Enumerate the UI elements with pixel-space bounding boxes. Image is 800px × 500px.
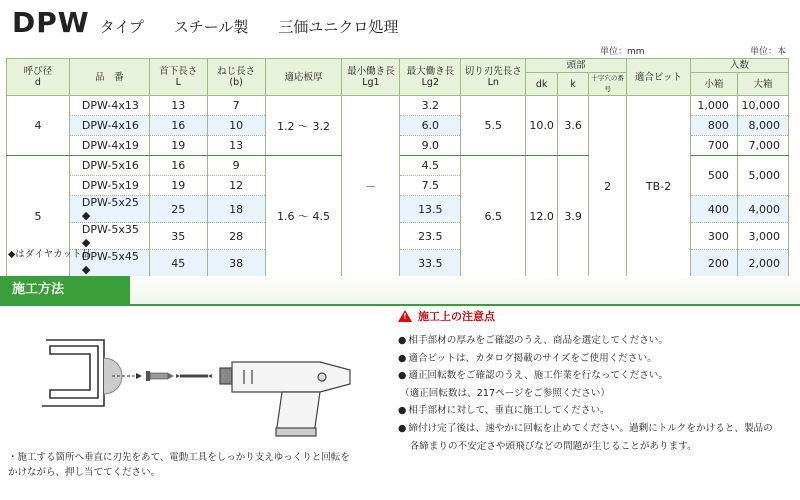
col-head: 頭部 <box>526 59 627 73</box>
table-row: DPW-5x19 19 12 7.5 <box>7 176 789 196</box>
type-label: タイプ <box>99 18 144 36</box>
drill-screw-icon <box>146 371 174 381</box>
finish-label: 三価ユニクロ処理 <box>278 18 399 36</box>
col-qty: 入数 <box>690 59 788 73</box>
col-large: 大箱 <box>737 73 788 96</box>
col-max: 最大働き長 Lg2 <box>400 59 461 96</box>
caution-box <box>398 308 790 455</box>
arrow-icon <box>136 373 142 379</box>
table-row: DPW-5x45 ◆ 45 38 33.5 200 2,000 <box>7 250 789 277</box>
power-drill-icon <box>220 362 350 436</box>
table-row: DPW-5x25 ◆ 25 18 13.5 400 4,000 <box>7 196 789 223</box>
caution-title: 施工上の注意点 <box>418 310 495 323</box>
col-cut: 切り刃先長さ Ln <box>461 59 526 96</box>
list-item: （適正回転数は、217ページをご参照ください） <box>400 387 610 399</box>
col-bit: 適合ビット <box>627 59 691 96</box>
unit-mm: 単位：mm <box>600 47 645 57</box>
col-k: k <box>558 73 589 96</box>
material-label: スチール製 <box>173 18 249 36</box>
section-header <box>0 276 800 304</box>
col-cross: 十字穴の番号 <box>589 73 627 96</box>
installation-illustration <box>20 318 380 440</box>
installation-instructions: ・施工する箇所へ垂直に刃先をあて、電動工具をしっかり支えゆっくりと回転を かけながら、押し当ててください。 <box>8 452 350 478</box>
section-divider <box>0 304 800 306</box>
bit-icon <box>176 374 212 378</box>
list-item: ● 相手部材の厚みをご確認のうえ、商品を選定してください。 <box>398 335 668 346</box>
table-row: DPW-4x16 16 10 6.0 800 8,000 <box>7 116 789 136</box>
caution-list <box>398 332 790 455</box>
list-item: ● 適合ビットは、カタログ掲載のサイズをご使用ください。 <box>398 352 657 364</box>
section-title: 施工方法 <box>0 276 130 304</box>
spec-table <box>6 58 789 277</box>
list-item: ● 締付け完了後は、速やかに回転を止めてください。過剰にトルクをかけると、製品の <box>398 422 773 434</box>
list-item: 各締まりの不安定さや頭飛びなどの問題が生じることがあります。 <box>400 440 697 452</box>
col-thread: ねじ長さ (b) <box>207 59 265 96</box>
diamond-cut-note: ◆はダイヤカット品 <box>8 249 92 260</box>
list-item: ● 適正回転数をご確認のうえ、施工作業を行なってください。 <box>398 370 668 382</box>
table-row: 5 DPW-5x16 16 9 1.6 ～ 4.5 4.5 6.5 12.0 3.9 500 5,000 <box>7 156 789 176</box>
table-row: 4 DPW-4x13 13 7 1.2 ～ 3.2 － 3.2 5.5 10.0 3.6 2 TB-2 1,000 10,000 <box>7 96 789 116</box>
unit-qty: 単位：本 <box>750 47 787 57</box>
table-row: DPW-4x19 19 13 9.0 700 7,000 <box>7 136 789 156</box>
col-min: 最小働き長 Lg1 <box>342 59 400 96</box>
table-row: DPW-5x35 ◆ 35 28 23.5 300 3,000 <box>7 223 789 250</box>
steel-channel-icon <box>42 340 104 406</box>
caution-header <box>398 308 790 324</box>
col-plate: 適応板厚 <box>265 59 342 96</box>
col-small: 小箱 <box>690 73 737 96</box>
model-name: DPW <box>12 6 90 39</box>
col-dk: dk <box>526 73 558 96</box>
col-code: 品 番 <box>69 59 149 96</box>
warning-icon: ! <box>398 310 412 322</box>
list-item: ● 相手部材に対して、垂直に施工してください。 <box>398 405 610 417</box>
col-nominal: 呼び径 d <box>7 59 70 96</box>
product-title <box>12 6 398 40</box>
col-under-head: 首下長さ L <box>149 59 207 96</box>
